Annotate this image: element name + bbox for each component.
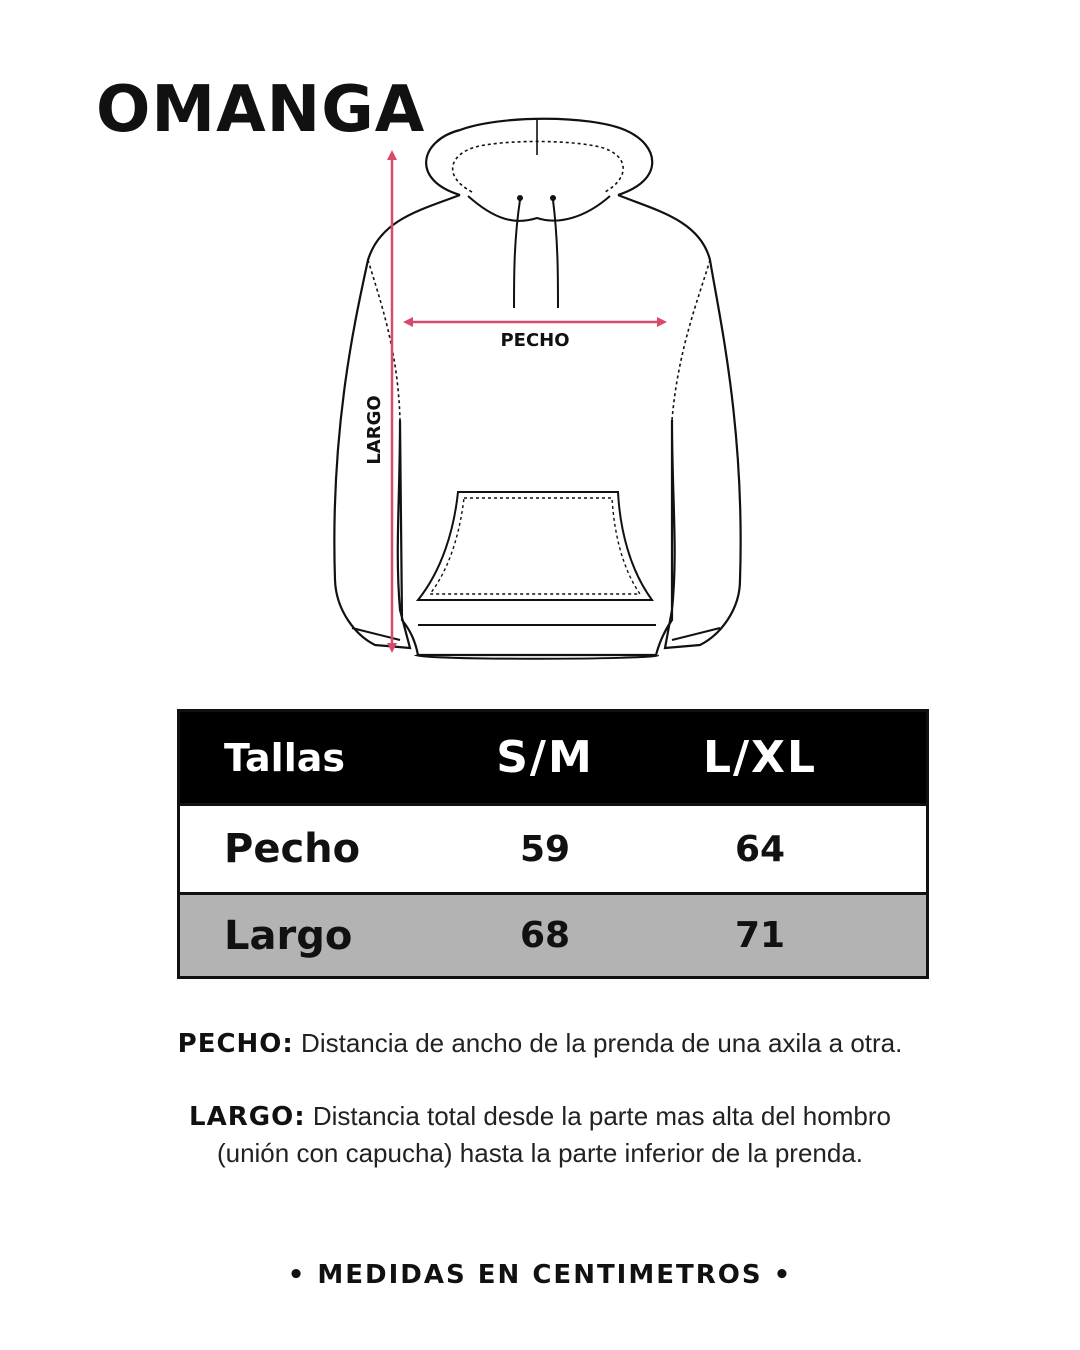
largo-value-sm: 68 [519, 915, 571, 956]
row-label-pecho: Pecho [224, 826, 361, 872]
header-label: Tallas [224, 735, 345, 780]
units-note: • MEDIDAS EN CENTIMETROS • [287, 1260, 793, 1290]
hoodie-diagram [300, 100, 780, 680]
table-header-row [180, 712, 926, 803]
definition-term-largo: LARGO: [189, 1102, 306, 1132]
definition-pecho [100, 1025, 980, 1062]
definition-text-pecho: Distancia de ancho de la prenda de una axila a otra. [301, 1028, 903, 1058]
table-row [180, 803, 926, 892]
pecho-value-sm: 59 [519, 828, 571, 870]
body-outline [334, 195, 740, 655]
hood-inner [453, 141, 624, 192]
length-label: LARGO [364, 395, 385, 465]
largo-value-lxl: 71 [734, 915, 786, 956]
pecho-value-lxl: 64 [734, 828, 786, 870]
neck-opening [468, 196, 610, 221]
definition-largo [100, 1098, 980, 1171]
definition-term-pecho: PECHO: [177, 1029, 294, 1059]
row-label-largo: Largo [224, 912, 353, 959]
definition-text-largo-line2: (unión con capucha) hasta la parte inferior de la prenda. [216, 1138, 864, 1168]
hoodie-illustration [300, 100, 780, 680]
brand-logo: OMANGA [96, 73, 426, 147]
definition-text-largo-line1: Distancia total desde la parte mas alta del hombro [312, 1101, 891, 1131]
table-row [180, 892, 926, 976]
chest-label: PECHO [500, 330, 570, 351]
size-table [177, 709, 929, 979]
kangaroo-pocket [418, 492, 652, 600]
header-size-sm: S/M [496, 732, 594, 783]
header-size-lxl: L/XL [702, 732, 818, 783]
